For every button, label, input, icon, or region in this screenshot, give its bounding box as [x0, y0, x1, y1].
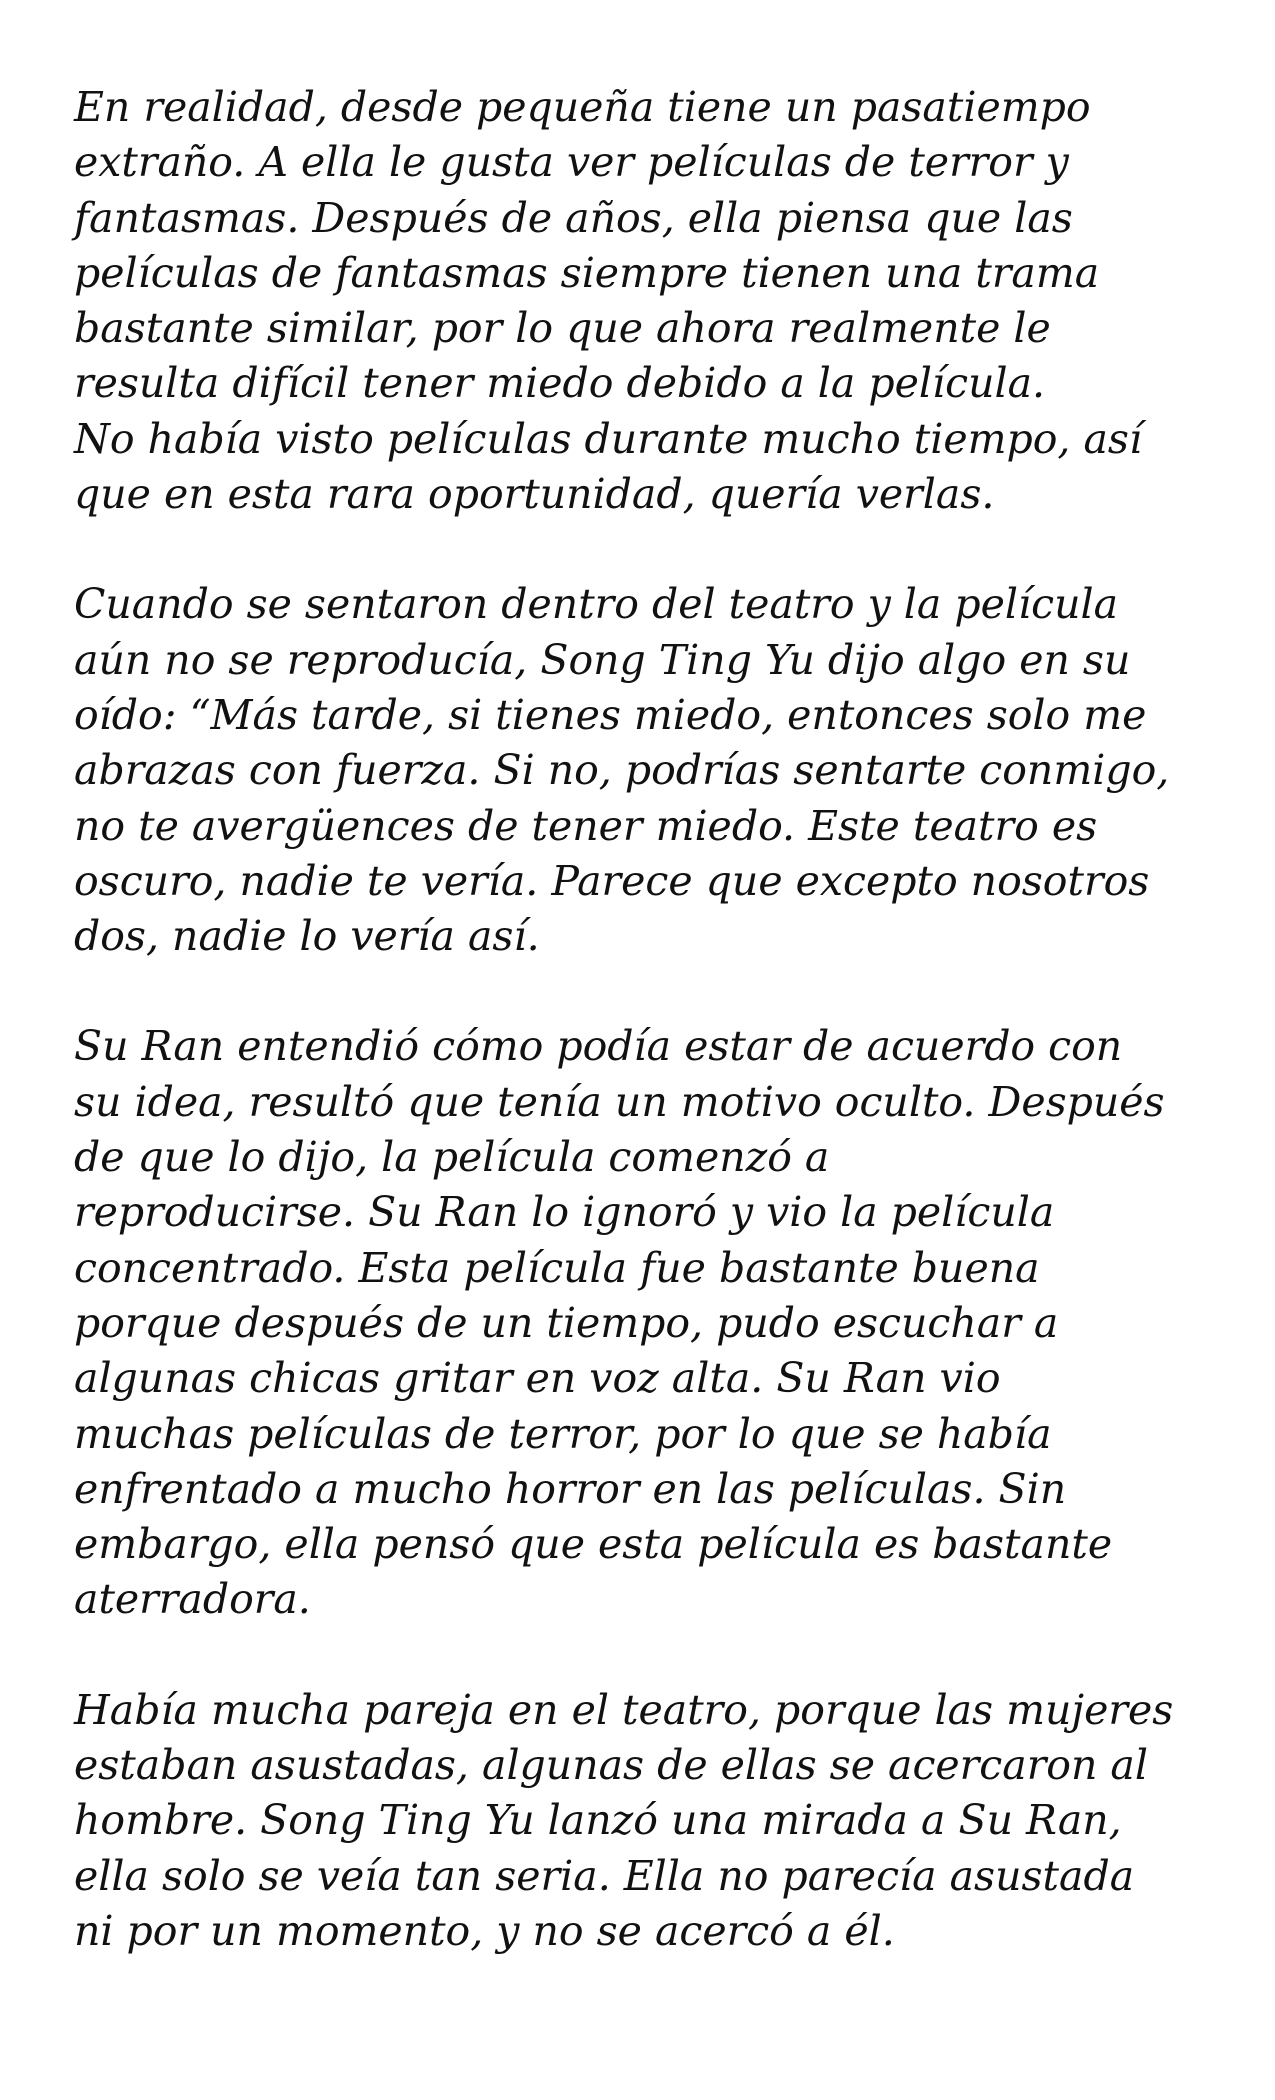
text-line: ni por un momento, y no se acercó a él.	[74, 1906, 895, 1955]
text-line: no te avergüences de tener miedo. Este teatro es	[74, 801, 1098, 850]
text-line: de que lo dijo, la película comenzó a	[74, 1133, 830, 1182]
text-line: concentrado. Esta película fue bastante buena	[74, 1243, 1040, 1292]
text-line: abrazas con fuerza. Si no, podrías sentarte conmigo,	[74, 746, 1170, 795]
text-line: oído: “Más tarde, si tienes miedo, entonces solo me	[74, 690, 1147, 739]
text-line: Su Ran entendió cómo podía estar de acuerdo con	[74, 1022, 1123, 1071]
text-line: En realidad, desde pequeña tiene un pasatiempo	[74, 83, 1091, 131]
text-line: muchas películas de terror, por lo que se había	[74, 1409, 1052, 1458]
text-line: enfrentado a mucho horror en las películas. Sin	[74, 1464, 1067, 1513]
text-line: dos, nadie lo vería así.	[74, 912, 540, 961]
text-line: que en esta rara oportunidad, quería verlas.	[74, 470, 995, 519]
text-line: películas de fantasmas siempre tienen una trama	[74, 248, 1100, 297]
paragraph-4	[74, 1683, 1224, 1959]
text-line: aterradora.	[74, 1575, 311, 1624]
text-line: resulta difícil tener miedo debido a la película.	[74, 359, 1046, 408]
text-line: hombre. Song Ting Yu lanzó una mirada a Su Ran,	[74, 1796, 1122, 1845]
text-line: No había visto películas durante mucho tiempo, así	[74, 414, 1143, 463]
text-line: extraño. A ella le gusta ver películas de terror y	[74, 138, 1069, 187]
text-line: ella solo se veía tan seria. Ella no parecía asustada	[74, 1851, 1135, 1900]
text-line: oscuro, nadie te vería. Parece que excepto nosotros	[74, 856, 1150, 905]
text-line: embargo, ella pensó que esta película es bastante	[74, 1520, 1113, 1569]
text-line: fantasmas. Después de años, ella piensa que las	[74, 193, 1073, 242]
text-line: Cuando se sentaron dentro del teatro y la película	[74, 580, 1119, 629]
text-line: aún no se reproducía, Song Ting Yu dijo algo en su	[74, 635, 1131, 684]
text-line: su idea, resultó que tenía un motivo oculto. Después	[74, 1077, 1165, 1126]
paragraph-3	[74, 1019, 1224, 1627]
paragraph-1	[74, 80, 1224, 522]
text-line: reproducirse. Su Ran lo ignoró y vio la película	[74, 1188, 1055, 1237]
text-line: porque después de un tiempo, pudo escuchar a	[74, 1298, 1059, 1347]
text-line: Había mucha pareja en el teatro, porque las mujeres	[74, 1685, 1174, 1734]
text-line: bastante similar, por lo que ahora realmente le	[74, 304, 1051, 353]
body-text	[74, 80, 1224, 2014]
text-line: estaban asustadas, algunas de ellas se acercaron al	[74, 1741, 1148, 1790]
paragraph-2	[74, 577, 1224, 964]
text-line: algunas chicas gritar en voz alta. Su Ran vio	[74, 1354, 1001, 1403]
